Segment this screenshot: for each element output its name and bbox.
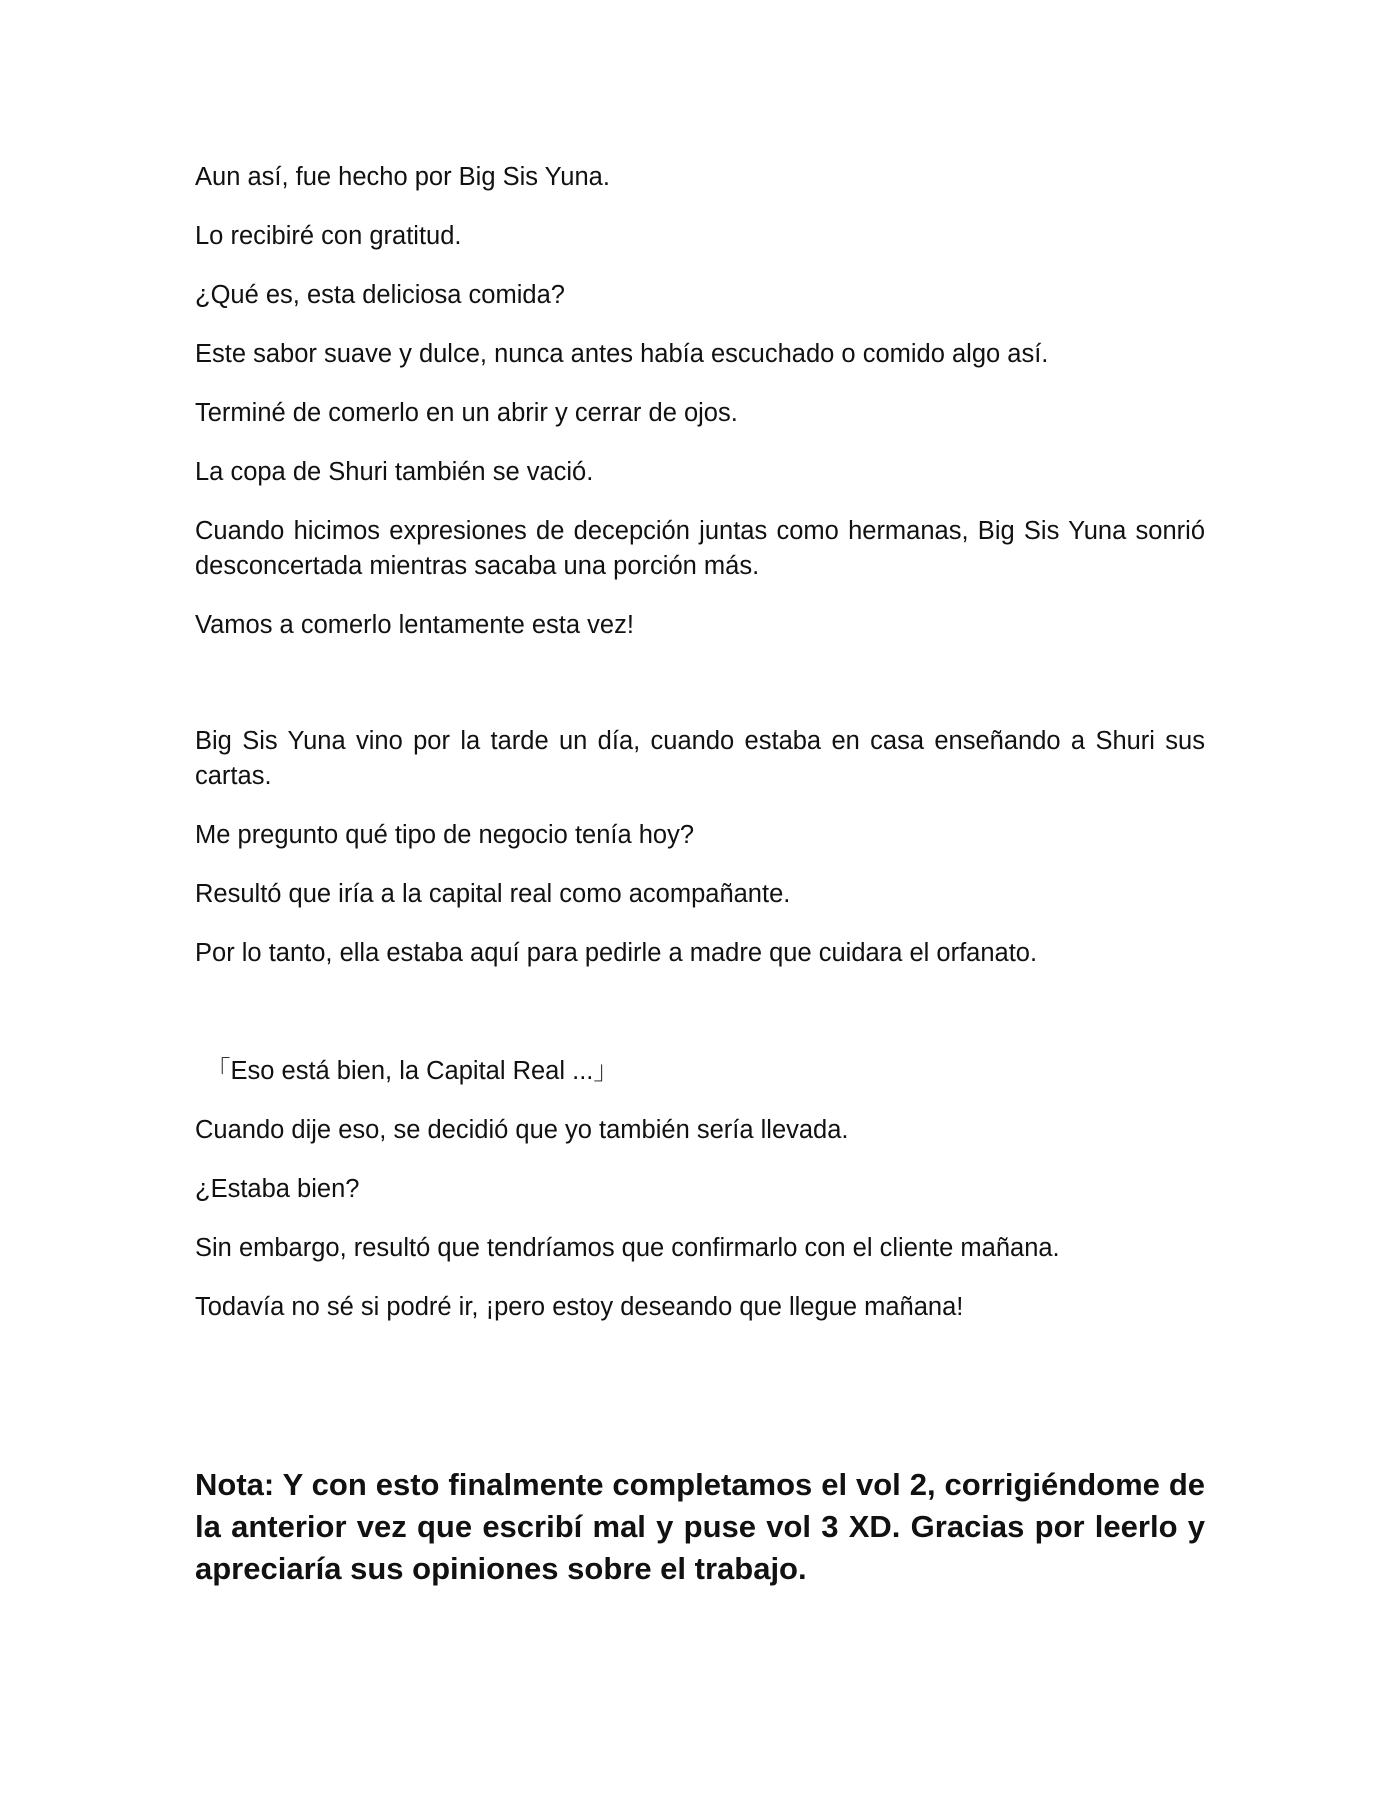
paragraph: La copa de Shuri también se vació. (195, 458, 594, 486)
translator-note: Nota: Y con esto finalmente completamos el vol 2, corrigiéndome de la anterior vez que escribí mal y puse vol 3 XD. Gracias por leerlo y apreciaría sus opiniones sobre el trabajo. (195, 1467, 1205, 1586)
paragraph: Aun así, fue hecho por Big Sis Yuna. (195, 163, 610, 191)
paragraph: Cuando hicimos expresiones de decepción juntas como hermanas, Big Sis Yuna sonrió desconcertada mientras sacaba una porción más. (195, 517, 1205, 580)
paragraph: Sin embargo, resultó que tendríamos que confirmarlo con el cliente mañana. (195, 1234, 1060, 1262)
dialogue-line: 「Eso está bien, la Capital Real ...」 (205, 1057, 619, 1085)
paragraph: Me pregunto qué tipo de negocio tenía hoy? (195, 821, 695, 849)
section-2 (195, 724, 1205, 971)
paragraph: Todavía no sé si podré ir, ¡pero estoy deseando que llegue mañana! (195, 1293, 964, 1321)
section-3 (195, 1054, 1205, 1325)
paragraph: Cuando dije eso, se decidió que yo también sería llevada. (195, 1116, 849, 1144)
paragraph: Vamos a comerlo lentamente esta vez! (195, 611, 634, 639)
paragraph: Lo recibiré con gratitud. (195, 222, 462, 250)
section-1 (195, 160, 1205, 643)
paragraph: ¿Qué es, esta deliciosa comida? (195, 281, 565, 309)
section-break (195, 667, 1205, 724)
paragraph: Resultó que iría a la capital real como acompañante. (195, 880, 791, 908)
paragraph: ¿Estaba bien? (195, 1175, 360, 1203)
paragraph: Por lo tanto, ella estaba aquí para pedirle a madre que cuidara el orfanato. (195, 939, 1038, 967)
section-break (195, 1349, 1205, 1464)
section-break (195, 995, 1205, 1054)
document-page (195, 160, 1205, 1590)
paragraph: Terminé de comerlo en un abrir y cerrar de ojos. (195, 399, 738, 427)
paragraph: Este sabor suave y dulce, nunca antes había escuchado o comido algo así. (195, 340, 1049, 368)
paragraph: Big Sis Yuna vino por la tarde un día, cuando estaba en casa enseñando a Shuri sus cartas. (195, 727, 1205, 790)
